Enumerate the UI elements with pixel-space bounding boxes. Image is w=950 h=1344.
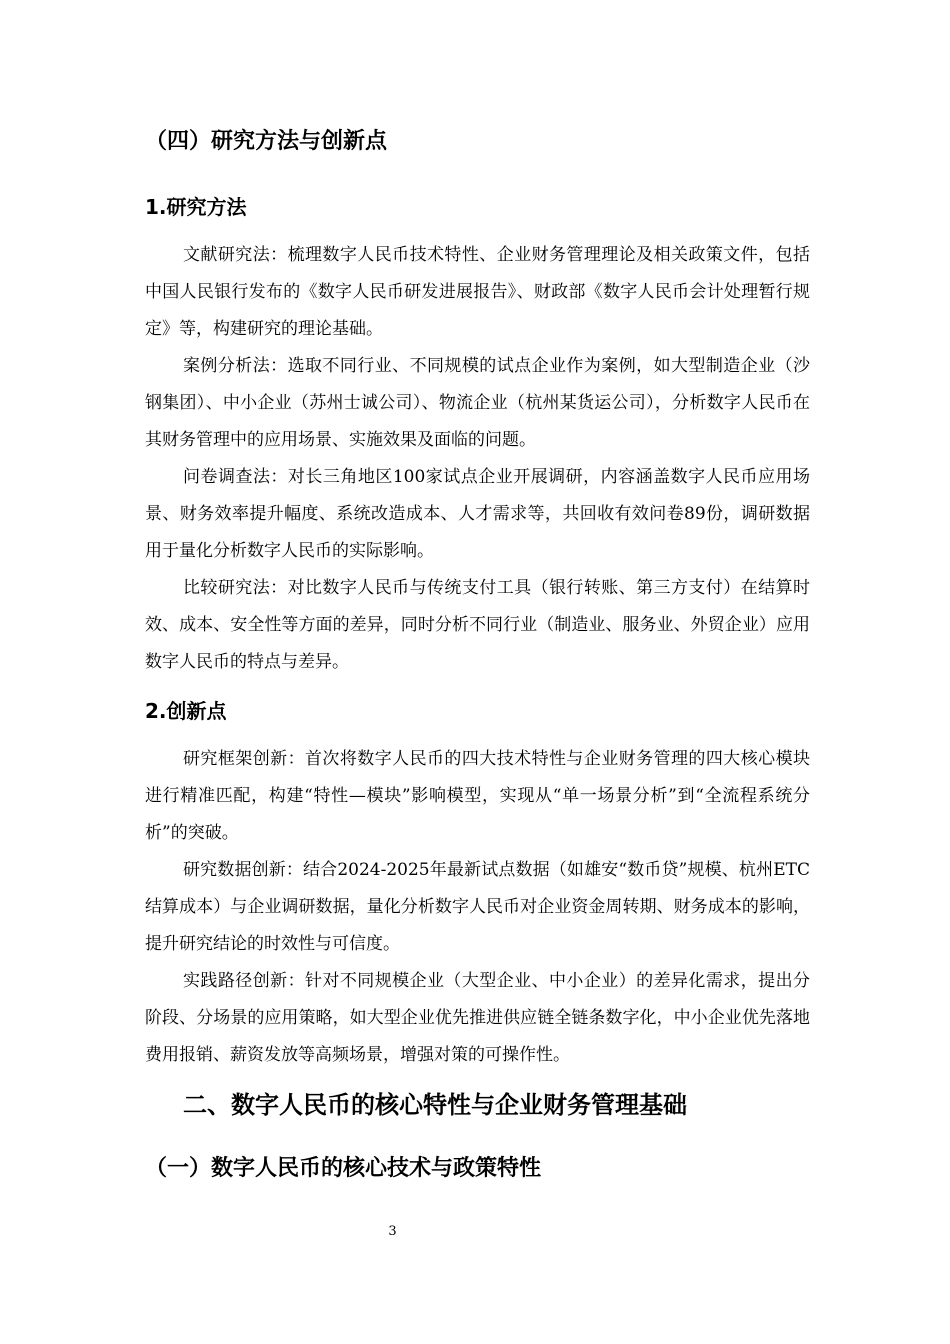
paragraph-data-innovation: 研究数据创新：结合2024-2025年最新试点数据（如雄安“数币贷”规模、杭州ETC结算成本）与企业调研数据，量化分析数字人民币对企业资金周转期、财务成本的影响，提升研究结论的时效性与可信度。 bbox=[145, 860, 810, 954]
paragraph-framework-innovation: 研究框架创新：首次将数字人民币的四大技术特性与企业财务管理的四大核心模块进行精准匹配，构建“特性—模块”影响模型，实现从“单一场景分析”到“全流程系统分析”的突破。 bbox=[145, 749, 810, 843]
next-section-title: （一）数字人民币的核心技术与政策特性 bbox=[145, 1156, 542, 1181]
paragraph-case-analysis: 案例分析法：选取不同行业、不同规模的试点企业作为案例，如大型制造企业（沙钢集团）、中小企业（苏州士诚公司）、物流企业（杭州某货运公司），分析数字人民币在其财务管理中的应用场景、实施效果及面临的问题。 bbox=[145, 356, 810, 450]
page-number: 3 bbox=[388, 1224, 397, 1239]
chapter-title: 二、数字人民币的核心特性与企业财务管理基础 bbox=[183, 1091, 687, 1119]
paragraph-questionnaire: 问卷调查法：对长三角地区100家试点企业开展调研，内容涵盖数字人民币应用场景、财务效率提升幅度、系统改造成本、人才需求等，共回收有效问卷89份，调研数据用于量化分析数字人民币的实际影响。 bbox=[145, 467, 810, 561]
innovations-heading: 2.创新点 bbox=[145, 699, 227, 723]
paragraph-comparative-research: 比较研究法：对比数字人民币与传统支付工具（银行转账、第三方支付）在结算时效、成本、安全性等方面的差异，同时分析不同行业（制造业、服务业、外贸企业）应用数字人民币的特点与差异。 bbox=[145, 578, 810, 672]
paragraph-literature-research: 文献研究法：梳理数字人民币技术特性、企业财务管理理论及相关政策文件，包括中国人民银行发布的《数字人民币研发进展报告》、财政部《数字人民币会计处理暂行规定》等，构建研究的理论基础。 bbox=[145, 245, 810, 339]
paragraph-practice-innovation: 实践路径创新：针对不同规模企业（大型企业、中小企业）的差异化需求，提出分阶段、分场景的应用策略，如大型企业优先推进供应链全链条数字化，中小企业优先落地费用报销、薪资发放等高频场景，增强对策的可操作性。 bbox=[145, 971, 810, 1065]
section-title: （四）研究方法与创新点 bbox=[145, 129, 388, 154]
methods-heading: 1.研究方法 bbox=[145, 195, 247, 219]
